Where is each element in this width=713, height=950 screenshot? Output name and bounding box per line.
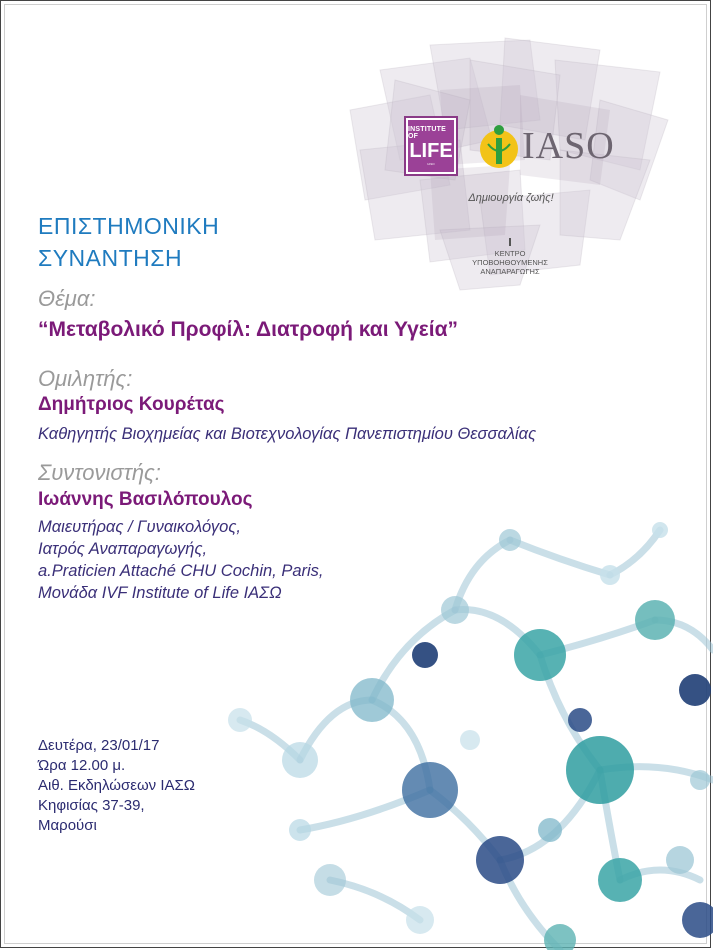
event-date: Δευτέρα, 23/01/17 — [38, 737, 160, 754]
moderator-line-3: a.Praticien Attaché CHU Cochin, Paris, — [38, 562, 324, 580]
iaso-logo-mark-icon — [478, 118, 520, 172]
event-time: Ώρα 12.00 μ. — [38, 757, 126, 774]
iaso-logo-text: IASO — [522, 125, 615, 167]
logo-life-top-text: INSTITUTE OF — [408, 126, 446, 140]
event-details — [38, 736, 195, 836]
moderator-label: Συντονιστής: — [38, 460, 161, 485]
heading-line-2: ΣΥΝΑΝΤΗΣΗ — [38, 245, 183, 271]
divider-bar — [509, 238, 511, 246]
moderator-line-2: Ιατρός Αναπαραγωγής, — [38, 540, 208, 558]
event-address: Κηφισίας 37-39, — [38, 797, 145, 814]
moderator-line-1: Μαιευτήρας / Γυναικολόγος, — [38, 518, 241, 536]
logo-life-small-text: IASO — [427, 162, 435, 166]
fertility-center-label — [440, 238, 580, 276]
moderator-line-4: Μονάδα IVF Institute of Life ΙΑΣΩ — [38, 584, 282, 602]
logo-life-main-text: LIFE — [409, 140, 453, 162]
moderator-name: Ιωάννης Βασιλόπουλος — [38, 489, 253, 510]
center-line-3: ΑΝΑΠΑΡΑΓΩΓΗΣ — [480, 267, 540, 276]
center-line-2: ΥΠΟΒΟΗΘΟΥΜΕΝΗΣ — [472, 258, 548, 267]
event-venue: Αιθ. Εκδηλώσεων ΙΑΣΩ — [38, 777, 195, 794]
event-heading — [38, 210, 219, 274]
speaker-label: Ομιλητής: — [38, 366, 133, 391]
topic-label: Θέμα: — [38, 286, 96, 311]
heading-line-1: ΕΠΙΣΤΗΜΟΝΙΚΗ — [38, 213, 220, 239]
center-line-1: ΚΕΝΤΡΟ — [494, 249, 526, 258]
event-city: Μαρούσι — [38, 817, 97, 834]
topic-title: “Μεταβολικό Προφίλ: Διατροφή και Υγεία” — [38, 318, 459, 341]
speaker-title: Καθηγητής Βιοχημείας και Βιοτεχνολογίας Πανεπιστημίου Θεσσαλίας — [38, 425, 537, 443]
logo-tagline: Δημιουργία ζωής! — [468, 192, 554, 204]
moderator-details — [38, 516, 324, 604]
speaker-name: Δημήτριος Κουρέτας — [38, 394, 225, 415]
institute-of-life-logo — [404, 116, 458, 176]
